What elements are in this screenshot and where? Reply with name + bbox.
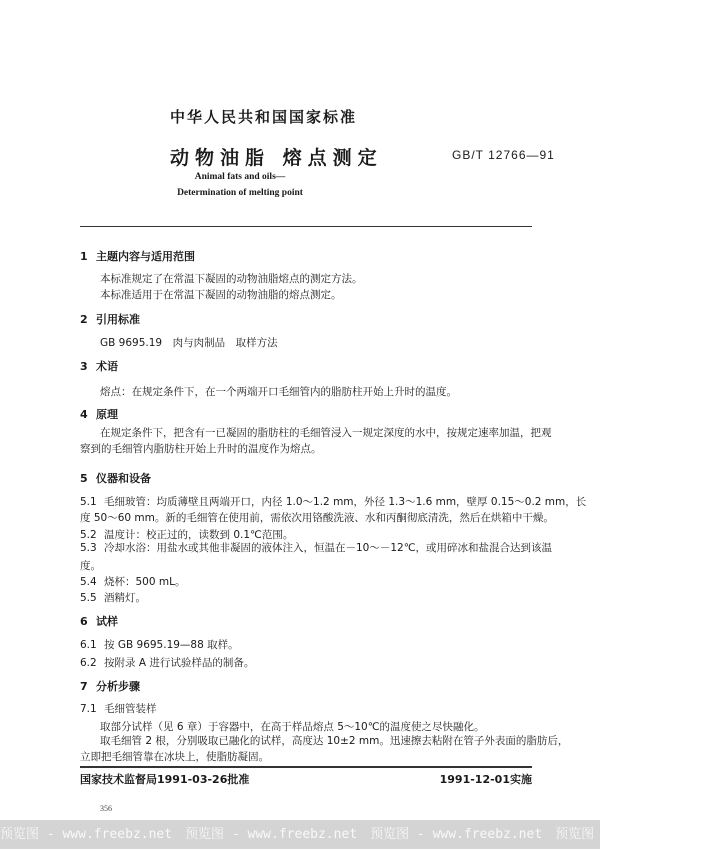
paragraph: 取部分试样（见 6 章）于容器中，在高于样品熔点 5～10℃的温度使之尽快融化。 xyxy=(100,721,485,733)
clause-6-2 xyxy=(80,656,254,670)
clause-text: 冷却水浴：用盐水或其他非凝固的液体注入，恒温在－10～－12℃，或用碎冰和盐混合达到该温 xyxy=(104,542,553,554)
clause-number: 5.1 xyxy=(80,496,97,508)
paragraph: 度 50～60 mm。新的毛细管在使用前，需依次用铬酸洗液、水和丙酮彻底清洗，然后在烘箱中干燥。 xyxy=(80,512,554,524)
section-title: 术语 xyxy=(96,360,118,373)
clause-text: 酒精灯。 xyxy=(104,592,146,604)
clause-number: 6.1 xyxy=(80,639,97,651)
clause-text: 毛细管装样 xyxy=(104,703,157,715)
section-number: 5 xyxy=(80,472,88,485)
section-title: 引用标准 xyxy=(96,313,140,326)
section-3-heading xyxy=(80,360,118,374)
paragraph: 取毛细管 2 根，分别吸取已融化的试样，高度达 10±2 mm。迅速擦去粘附在管子外表面的脂肪后， xyxy=(100,735,569,747)
clause-5-3 xyxy=(80,541,553,555)
paragraph: 察到的毛细管内脂肪柱开始上升时的温度作为熔点。 xyxy=(80,443,322,455)
section-number: 4 xyxy=(80,408,88,421)
section-title: 仪器和设备 xyxy=(96,472,151,485)
clause-6-1 xyxy=(80,638,239,652)
section-number: 7 xyxy=(80,680,88,693)
section-2-heading xyxy=(80,313,140,327)
clause-5-1 xyxy=(80,495,587,509)
clause-text: 按附录 A 进行试验样品的制备。 xyxy=(104,657,255,669)
paragraph: 立即把毛细管靠在冰块上，使脂肪凝固。 xyxy=(80,751,269,763)
country-standard-heading: 中华人民共和国国家标准 xyxy=(170,108,358,126)
clause-5-4 xyxy=(80,575,185,589)
clause-text: 温度计：校正过的，读数到 0.1℃范围。 xyxy=(104,529,294,541)
clause-number: 5.3 xyxy=(80,542,97,554)
clause-text: 按 GB 9695.19—88 取样。 xyxy=(104,639,239,651)
clause-number: 5.2 xyxy=(80,529,97,541)
reference-standard: GB 9695.19 肉与肉制品 取样方法 xyxy=(100,337,278,349)
section-7-heading xyxy=(80,680,140,694)
paragraph: 熔点：在规定条件下，在一个两端开口毛细管内的脂肪柱开始上升时的温度。 xyxy=(100,386,457,398)
paragraph: 本标准适用于在常温下凝固的动物油脂的熔点测定。 xyxy=(100,289,342,301)
approval-date: 国家技术监督局1991-03-26批准 xyxy=(80,773,250,786)
section-5-heading xyxy=(80,472,151,486)
clause-5-5 xyxy=(80,591,146,605)
header-rule xyxy=(80,226,532,227)
clause-number: 7.1 xyxy=(80,703,97,715)
document-title: 动物油脂 熔点测定 xyxy=(170,147,383,169)
clause-number: 5.4 xyxy=(80,576,97,588)
clause-number: 6.2 xyxy=(80,657,97,669)
page-number: 356 xyxy=(100,804,112,813)
section-title: 主题内容与适用范围 xyxy=(96,250,195,263)
paragraph: 本标准规定了在常温下凝固的动物油脂熔点的测定方法。 xyxy=(100,273,363,285)
clause-7-1 xyxy=(80,702,157,716)
clause-text: 烧杯：500 mL。 xyxy=(104,576,186,588)
section-6-heading xyxy=(80,615,118,629)
section-1-heading xyxy=(80,250,195,264)
watermark-banner: 预览图 - www.freebz.net 预览图 - www.freebz.net 预览图 - www.freebz.net 预览图 - www.freebz.net xyxy=(0,820,600,849)
section-title: 分析步骤 xyxy=(96,680,140,693)
section-number: 6 xyxy=(80,615,88,628)
section-title: 试样 xyxy=(96,615,118,628)
section-title: 原理 xyxy=(96,408,118,421)
effective-date: 1991-12-01实施 xyxy=(439,773,532,786)
section-number: 1 xyxy=(80,250,88,263)
section-4-heading xyxy=(80,408,118,422)
clause-number: 5.5 xyxy=(80,592,97,604)
standard-code: GB/T 12766—91 xyxy=(452,148,555,162)
section-number: 2 xyxy=(80,313,88,326)
clause-5-2 xyxy=(80,528,293,542)
english-title-line-2: Determination of melting point xyxy=(177,188,303,198)
english-title-line-1: Animal fats and oils— xyxy=(194,172,286,182)
clause-text: 毛细玻管：均质薄壁且两端开口，内径 1.0～1.2 mm，外径 1.3～1.6 mm，壁厚 0.15～0.2 mm，长 xyxy=(104,496,587,508)
section-number: 3 xyxy=(80,360,88,373)
paragraph: 度。 xyxy=(80,560,101,572)
paragraph: 在规定条件下，把含有一已凝固的脂肪柱的毛细管浸入一规定深度的水中，按规定速率加温，把观 xyxy=(100,427,552,439)
footer-rule xyxy=(80,766,532,768)
